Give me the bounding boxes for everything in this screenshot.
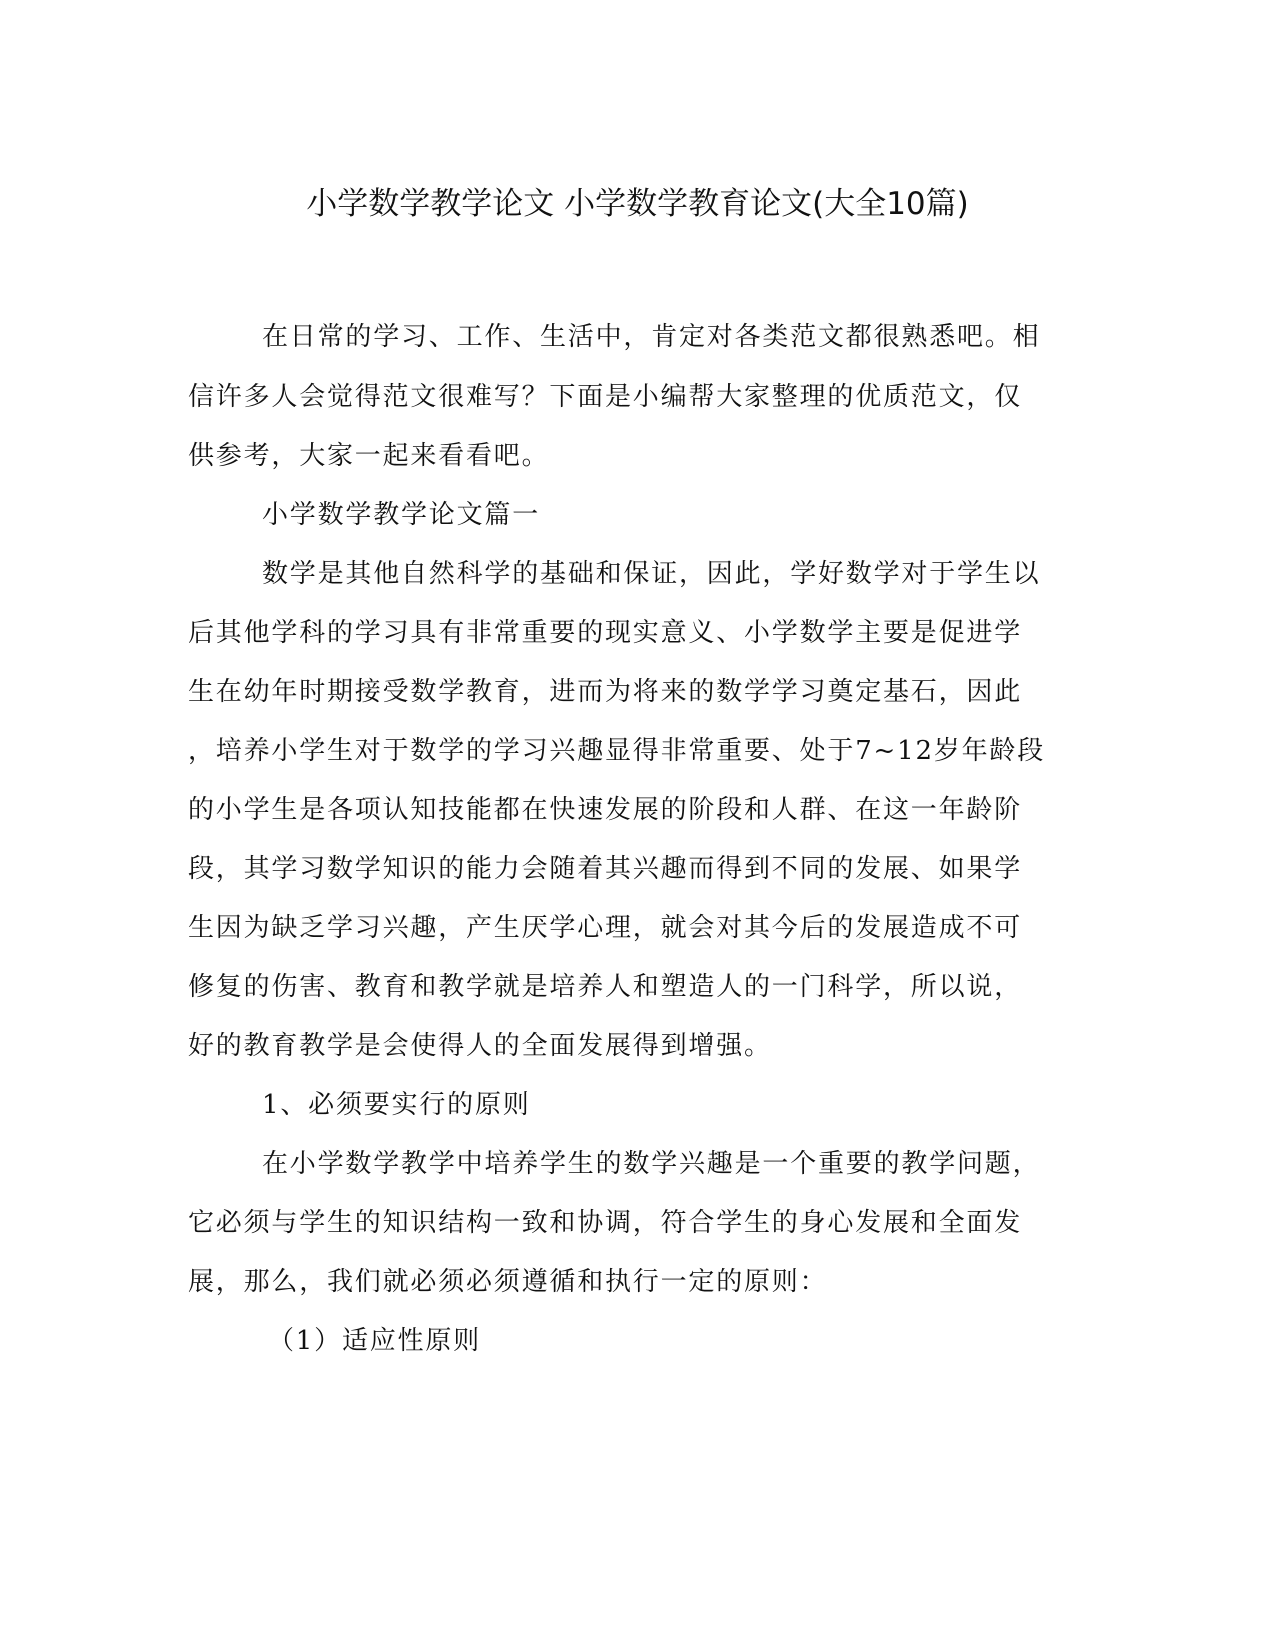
body-line: 修复的伤害、教育和教学就是培养人和塑造人的一门科学，所以说，: [188, 972, 1023, 1002]
subsection-heading: （1）适应性原则: [268, 1326, 481, 1356]
body-line: 展，那么，我们就必须必须遵循和执行一定的原则：: [188, 1267, 828, 1297]
body-line: ，培养小学生对于数学的学习兴趣显得非常重要、处于7~12岁年龄段: [188, 736, 1046, 766]
subsection-heading: 1、必须要实行的原则: [262, 1090, 531, 1120]
document-title: 小学数学教学论文 小学数学教育论文(大全10篇): [306, 186, 969, 222]
body-line: 后其他学科的学习具有非常重要的现实意义、小学数学主要是促进学: [188, 618, 1023, 648]
body-line: 的小学生是各项认知技能都在快速发展的阶段和人群、在这一年龄阶: [188, 795, 1023, 825]
body-line: 它必须与学生的知识结构一致和协调，符合学生的身心发展和全面发: [188, 1208, 1023, 1238]
body-line: 生因为缺乏学习兴趣，产生厌学心理，就会对其今后的发展造成不可: [188, 913, 1023, 943]
body-line: 好的教育教学是会使得人的全面发展得到增强。: [188, 1031, 772, 1061]
body-line: 信许多人会觉得范文很难写？下面是小编帮大家整理的优质范文，仅: [188, 382, 1023, 412]
section-heading: 小学数学教学论文篇一: [262, 500, 541, 530]
body-line: 在小学数学教学中培养学生的数学兴趣是一个重要的教学问题，: [262, 1149, 1041, 1179]
body-line: 数学是其他自然科学的基础和保证，因此，学好数学对于学生以: [262, 559, 1041, 589]
body-line: 供参考，大家一起来看看吧。: [188, 441, 550, 471]
body-line: 生在幼年时期接受数学教育，进而为将来的数学学习奠定基石，因此: [188, 677, 1023, 707]
body-line: 段，其学习数学知识的能力会随着其兴趣而得到不同的发展、如果学: [188, 854, 1023, 884]
body-line: 在日常的学习、工作、生活中，肯定对各类范文都很熟悉吧。相: [262, 322, 1041, 352]
